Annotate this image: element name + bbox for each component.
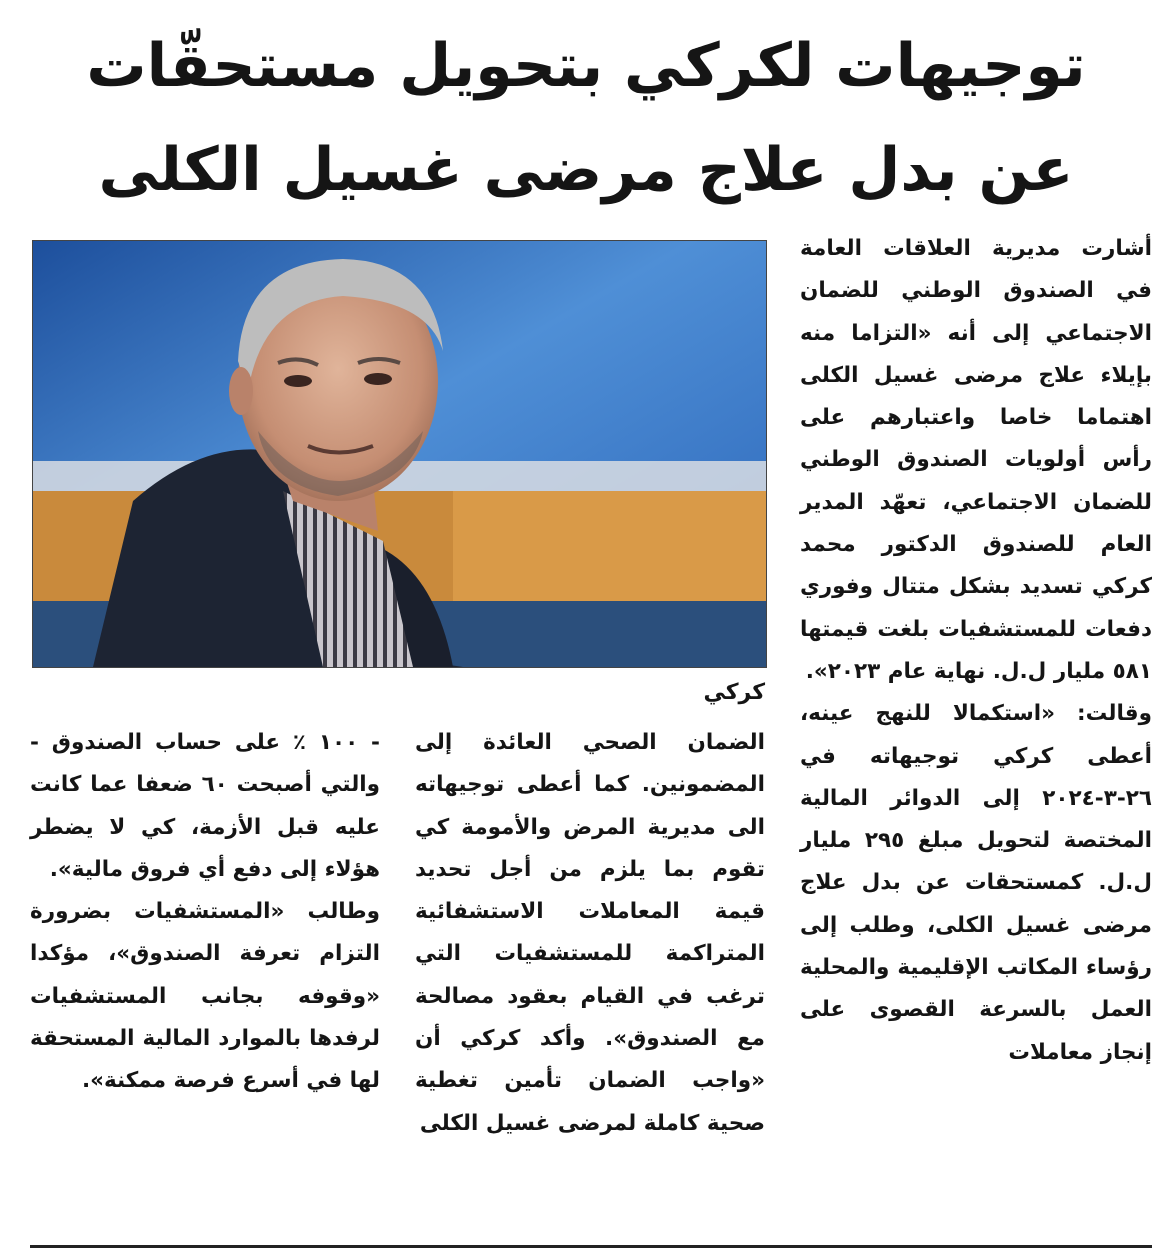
paragraph: وطالب «المستشفيات بضرورة التزام تعرفة الصندوق»، مؤكدا «وقوفه بجانب المستشفيات لرفدها بالموارد المالية المستحقة لها في أسرع فرصة ممكنة». bbox=[30, 899, 380, 1094]
headline-line-1: توجيهات لكركي بتحويل مستحقّات bbox=[86, 31, 1086, 101]
paragraph: الضمان الصحي العائدة إلى المضمونين. كما أعطى توجيهاته الى مديرية المرض والأمومة كي تقوم بما يلزم من أجل تحديد قيمة المعاملات الاستشفائية المتراكمة للمستشفيات التي ترغب في القيام بعقود مصالحة مع الصندوق». وأكد كركي أن «واجب الضمان تأمين تغطية صحية كاملة لمرضى غسيل الكلى bbox=[415, 730, 765, 1136]
article-column-2 bbox=[415, 722, 765, 1145]
paragraph: - ١٠٠ ٪ على حساب الصندوق - والتي أصبحت ٦٠ ضعفا عما كانت عليه قبل الأزمة، كي لا يضطر هؤلاء إلى دفع أي فروق مالية». bbox=[30, 730, 381, 882]
headline-line-2: عن بدل علاج مرضى غسيل الكلى bbox=[98, 135, 1074, 205]
article-column-3 bbox=[30, 722, 380, 1103]
bottom-divider bbox=[30, 1245, 1152, 1248]
article-column-1 bbox=[800, 228, 1152, 1074]
photo-caption: كركي bbox=[703, 680, 765, 705]
paragraph: وقالت: «استكمالا للنهج عينه، أعطى كركي توجيهاته في ٢٦-٣-٢٠٢٤ إلى الدوائر المالية المختصة لتحويل مبلغ ٢٩٥ مليار ل.ل. كمستحقات عن بدل علاج مرضى غسيل الكلى، وطلب إلى رؤساء المكاتب الإقليمية والمحلية العمل بالسرعة القصوى على إنجاز معاملات bbox=[800, 701, 1152, 1065]
headline bbox=[20, 14, 1152, 222]
portrait-image bbox=[33, 241, 766, 667]
paragraph: أشارت مديرية العلاقات العامة في الصندوق الوطني للضمان الاجتماعي إلى أنه «التزاما منه بإيلاء علاج مرضى غسيل الكلى اهتماما خاصا واعتبارهم على رأس أولويات الصندوق الوطني للضمان الاجتماعي، تعهّد المدير العام للصندوق الدكتور محمد كركي تسديد بشكل متتال وفوري دفعات للمستشفيات بلغت قيمتها ٥٨١ مليار ل.ل. نهاية عام ٢٠٢٣». bbox=[800, 236, 1152, 684]
article-photo bbox=[32, 240, 767, 668]
